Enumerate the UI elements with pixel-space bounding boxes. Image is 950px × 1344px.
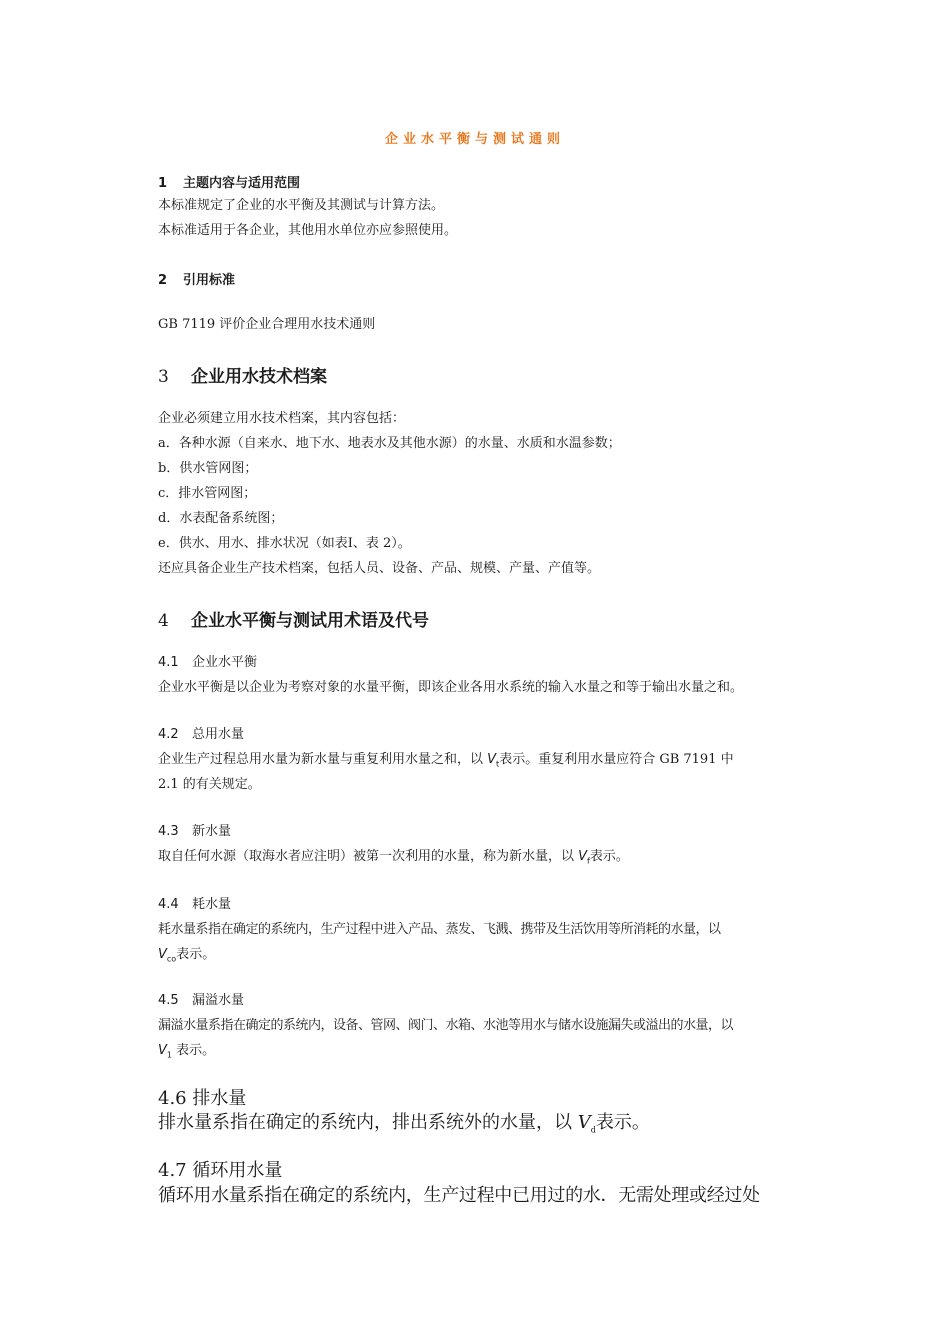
term-heading — [158, 650, 798, 675]
section-number: 1 — [158, 176, 168, 191]
text-run: 表示。 — [589, 849, 629, 864]
term-definition-cont — [158, 942, 798, 972]
section-number: 2 — [158, 273, 168, 288]
variable-symbol — [578, 849, 590, 864]
paragraph: 还应具备企业生产技术档案，包括人员、设备、产品、规模、产量、产值等。 — [158, 561, 601, 576]
section-1-heading — [158, 172, 798, 191]
variable-letter: V — [487, 752, 497, 767]
variable-subscript: f — [587, 856, 590, 866]
term-label: 耗水量 — [192, 897, 232, 912]
variable-subscript: d — [590, 1125, 596, 1135]
variable-symbol — [578, 1112, 596, 1133]
section-number: 3 — [158, 367, 169, 387]
variable-subscript: 1 — [166, 1050, 172, 1060]
term-number: 4.2 — [158, 727, 179, 742]
text-run: 表示。 — [172, 1043, 216, 1058]
variable-symbol — [158, 947, 176, 962]
variable-symbol — [158, 1043, 172, 1058]
term-label: 新水量 — [192, 824, 232, 839]
term-definition — [158, 844, 798, 874]
term-definition: 企业水平衡是以企业为考察对象的水量平衡，即该企业各用水系统的输入水量之和等于输出水量之和。 — [158, 680, 744, 695]
term-number: 4.3 — [158, 824, 179, 839]
section-title: 主题内容与适用范围 — [183, 176, 301, 191]
term-heading — [158, 892, 798, 917]
term-heading — [158, 722, 798, 747]
variable-letter: V — [577, 1112, 591, 1133]
term-label: 漏溢水量 — [192, 993, 245, 1008]
section-number: 4 — [158, 611, 169, 631]
term-definition-cont: 2.1 的有关规定。 — [158, 777, 261, 792]
variable-letter: V — [578, 849, 588, 864]
term-number: 4.5 — [158, 993, 179, 1008]
paragraph: 企业必须建立用水技术档案，其内容包括： — [158, 411, 406, 426]
text-run: 表示。重复利用水量应符合 GB 7191 中 — [499, 752, 734, 767]
list-item: c．排水管网图； — [158, 486, 257, 501]
term-heading — [158, 819, 798, 844]
section-3-heading — [158, 362, 798, 387]
section-title: 企业水平衡与测试用术语及代号 — [191, 611, 429, 631]
term-number: 4.4 — [158, 897, 179, 912]
term-label: 企业水平衡 — [192, 655, 258, 670]
section-2-heading — [158, 269, 798, 288]
paragraph: 本标准规定了企业的水平衡及其测试与计算方法。 — [158, 198, 445, 213]
variable-subscript: t — [496, 759, 500, 769]
variable-subscript: co — [166, 954, 177, 964]
text-run: 取自任何水源（取海水者应注明）被第一次利用的水量，称为新水量，以 — [158, 849, 579, 864]
text-run: 企业生产过程总用水量为新水量与重复利用水量之和，以 — [158, 752, 488, 767]
term-definition-cont — [158, 1038, 798, 1068]
document-title: 企业水平衡与测试通则 — [384, 132, 565, 147]
variable-letter: V — [158, 1043, 167, 1058]
text-run: 排水量系指在确定的系统内，排出系统外的水量，以 — [158, 1112, 578, 1133]
term-heading-large: 4.7 循环用水量 — [158, 1160, 283, 1181]
variable-letter: V — [158, 947, 167, 962]
section-title: 引用标准 — [183, 273, 236, 288]
paragraph: 本标准适用于各企业，其他用水单位亦应参照使用。 — [158, 223, 458, 238]
term-definition-large: 循环用水量系指在确定的系统内，生产过程中已用过的水．无需处理或经过处 — [158, 1185, 760, 1206]
section-4-heading — [158, 606, 798, 631]
list-item: b．供水管网图； — [158, 461, 258, 476]
list-item: d．水表配备系统图； — [158, 511, 284, 526]
term-number: 4.1 — [158, 655, 179, 670]
text-run: 表示。 — [595, 1112, 650, 1133]
list-item: a．各种水源（自来水、地下水、地表水及其他水源）的水量、水质和水温参数； — [158, 436, 621, 451]
term-heading — [158, 988, 798, 1013]
term-heading-large: 4.6 排水量 — [158, 1088, 247, 1109]
term-definition-large — [158, 1110, 798, 1144]
section-title: 企业用水技术档案 — [191, 367, 327, 387]
reference-standard: GB 7119 评价企业合理用水技术通则 — [158, 317, 376, 332]
variable-symbol — [487, 752, 499, 767]
term-label: 总用水量 — [192, 727, 245, 742]
term-definition: 耗水量系指在确定的系统内，生产过程中进入产品、蒸发、飞溅、携带及生活饮用等所消耗的水量，以 — [158, 922, 721, 937]
list-item: e．供水、用水、排水状况（如表Ⅰ、表 2）。 — [158, 536, 411, 551]
text-run: 表示。 — [176, 947, 216, 962]
term-definition: 漏溢水量系指在确定的系统内，设备、管网、阀门、水箱、水池等用水与储水设施漏失或溢出的水量，以 — [158, 1018, 734, 1033]
